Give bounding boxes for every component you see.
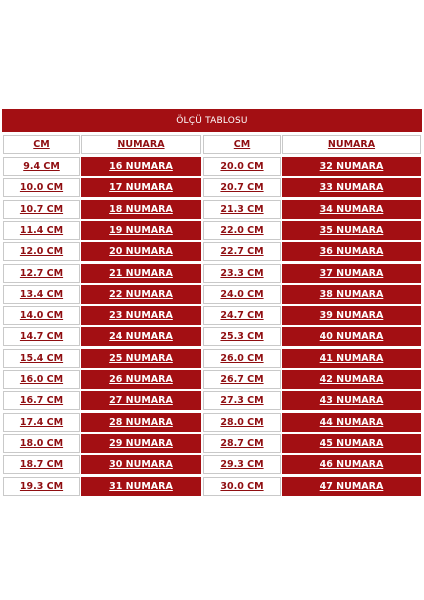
cell-numara-right: 47 NUMARA	[282, 477, 421, 496]
cell-cm-left: 12.7 CM	[3, 264, 80, 283]
cell-numara-right: 32 NUMARA	[282, 157, 421, 176]
header-cm-left: CM	[3, 135, 80, 154]
cell-numara-left: 18 NUMARA	[81, 200, 201, 219]
cell-numara-right: 40 NUMARA	[282, 327, 421, 346]
cell-numara-left: 30 NUMARA	[81, 455, 201, 474]
table-row	[2, 327, 422, 346]
cell-numara-left: 16 NUMARA	[81, 157, 201, 176]
cell-numara-left: 25 NUMARA	[81, 349, 201, 368]
cell-cm-left: 17.4 CM	[3, 413, 80, 432]
cell-cm-right: 25.3 CM	[203, 327, 281, 346]
cell-numara-right: 37 NUMARA	[282, 264, 421, 283]
cell-cm-right: 26.7 CM	[203, 370, 281, 389]
cell-numara-left: 22 NUMARA	[81, 285, 201, 304]
cell-numara-right: 46 NUMARA	[282, 455, 421, 474]
cell-cm-left: 10.7 CM	[3, 200, 80, 219]
table-row	[2, 285, 422, 304]
cell-cm-right: 20.0 CM	[203, 157, 281, 176]
header-numara-right: NUMARA	[282, 135, 421, 154]
cell-cm-right: 21.3 CM	[203, 200, 281, 219]
cell-cm-left: 16.7 CM	[3, 391, 80, 410]
cell-cm-right: 27.3 CM	[203, 391, 281, 410]
chart-title: ÖLÇÜ TABLOSU	[2, 109, 422, 132]
cell-cm-left: 16.0 CM	[3, 370, 80, 389]
table-row	[2, 391, 422, 410]
cell-cm-left: 9.4 CM	[3, 157, 80, 176]
cell-cm-right: 24.0 CM	[203, 285, 281, 304]
table-row	[2, 221, 422, 240]
cell-cm-right: 30.0 CM	[203, 477, 281, 496]
table-row	[2, 178, 422, 197]
cell-numara-right: 38 NUMARA	[282, 285, 421, 304]
cell-numara-right: 36 NUMARA	[282, 242, 421, 261]
cell-numara-left: 29 NUMARA	[81, 434, 201, 453]
cell-cm-left: 18.7 CM	[3, 455, 80, 474]
cell-cm-right: 28.7 CM	[203, 434, 281, 453]
cell-numara-right: 39 NUMARA	[282, 306, 421, 325]
cell-numara-left: 20 NUMARA	[81, 242, 201, 261]
cell-cm-right: 23.3 CM	[203, 264, 281, 283]
header-numara-left: NUMARA	[81, 135, 201, 154]
cell-cm-left: 11.4 CM	[3, 221, 80, 240]
size-chart	[2, 109, 422, 495]
cell-numara-right: 35 NUMARA	[282, 221, 421, 240]
table-row	[2, 200, 422, 219]
cell-numara-left: 31 NUMARA	[81, 477, 201, 496]
cell-numara-right: 34 NUMARA	[282, 200, 421, 219]
cell-numara-left: 26 NUMARA	[81, 370, 201, 389]
table-row	[2, 370, 422, 389]
cell-cm-left: 13.4 CM	[3, 285, 80, 304]
cell-cm-right: 24.7 CM	[203, 306, 281, 325]
table-row	[2, 477, 422, 496]
table-row	[2, 434, 422, 453]
cell-cm-left: 14.0 CM	[3, 306, 80, 325]
cell-cm-right: 22.7 CM	[203, 242, 281, 261]
cell-numara-right: 41 NUMARA	[282, 349, 421, 368]
cell-numara-right: 45 NUMARA	[282, 434, 421, 453]
cell-cm-left: 10.0 CM	[3, 178, 80, 197]
cell-cm-right: 28.0 CM	[203, 413, 281, 432]
cell-cm-right: 20.7 CM	[203, 178, 281, 197]
cell-numara-left: 24 NUMARA	[81, 327, 201, 346]
cell-numara-right: 44 NUMARA	[282, 413, 421, 432]
table-row	[2, 242, 422, 261]
table-row	[2, 349, 422, 368]
header-cm-right: CM	[203, 135, 281, 154]
table-row	[2, 413, 422, 432]
cell-numara-right: 33 NUMARA	[282, 178, 421, 197]
header-row	[2, 135, 422, 154]
cell-cm-right: 29.3 CM	[203, 455, 281, 474]
table-row	[2, 264, 422, 283]
cell-cm-left: 19.3 CM	[3, 477, 80, 496]
cell-numara-left: 27 NUMARA	[81, 391, 201, 410]
table-row	[2, 455, 422, 474]
cell-cm-left: 14.7 CM	[3, 327, 80, 346]
cell-cm-right: 26.0 CM	[203, 349, 281, 368]
table-row	[2, 306, 422, 325]
cell-numara-left: 23 NUMARA	[81, 306, 201, 325]
cell-numara-left: 19 NUMARA	[81, 221, 201, 240]
cell-numara-left: 28 NUMARA	[81, 413, 201, 432]
cell-cm-right: 22.0 CM	[203, 221, 281, 240]
cell-numara-right: 42 NUMARA	[282, 370, 421, 389]
cell-numara-right: 43 NUMARA	[282, 391, 421, 410]
cell-cm-left: 18.0 CM	[3, 434, 80, 453]
table-row	[2, 157, 422, 176]
cell-numara-left: 17 NUMARA	[81, 178, 201, 197]
cell-numara-left: 21 NUMARA	[81, 264, 201, 283]
cell-cm-left: 15.4 CM	[3, 349, 80, 368]
cell-cm-left: 12.0 CM	[3, 242, 80, 261]
